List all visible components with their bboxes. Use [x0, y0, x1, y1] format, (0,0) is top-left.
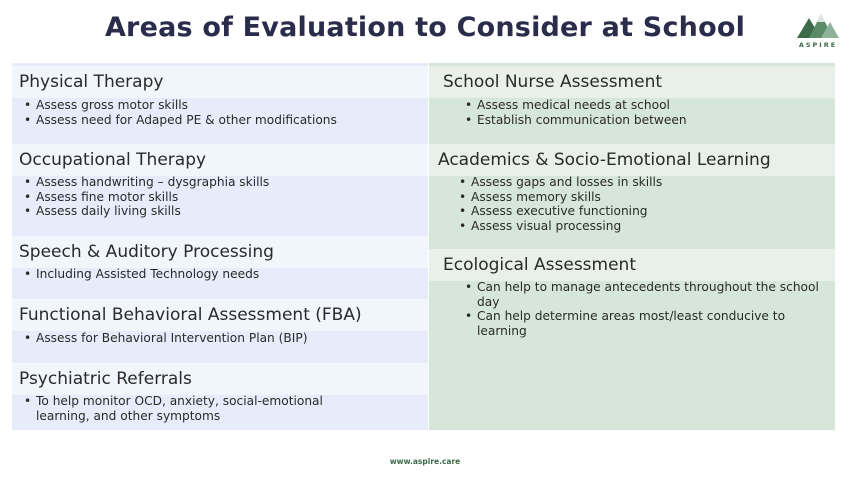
bullet-list [455, 175, 662, 233]
list-item: • Assess daily living skills [20, 204, 269, 219]
section-header-academics-sel [429, 144, 835, 176]
bullet-list [20, 98, 337, 127]
left-panel [12, 63, 428, 430]
section-header-speech-auditory [12, 236, 428, 268]
list-item: • Assess fine motor skills [20, 190, 269, 205]
aspire-logo [795, 10, 841, 50]
section-title: Physical Therapy [19, 72, 164, 92]
list-item: • Assess medical needs at school [461, 98, 687, 113]
section-title: Psychiatric Referrals [19, 369, 192, 389]
list-item: • Can help determine areas most/least conducive to learning [461, 309, 823, 338]
list-item: • Including Assisted Technology needs [20, 267, 259, 282]
list-item: • Assess handwriting – dysgraphia skills [20, 175, 269, 190]
list-item: • Assess need for Adaped PE & other modifications [20, 113, 337, 128]
section-title: Ecological Assessment [443, 255, 636, 275]
list-item: • Assess gross motor skills [20, 98, 337, 113]
list-item: • Assess gaps and losses in skills [455, 175, 662, 190]
list-item: • Establish communication between [461, 113, 687, 128]
footer-url: www.aspire.care [389, 457, 461, 466]
section-title: Academics & Socio-Emotional Learning [438, 150, 771, 170]
section-header-physical-therapy [12, 66, 428, 98]
section-header-psychiatric-referrals [12, 363, 428, 395]
slide-title: Areas of Evaluation to Consider at School [104, 12, 746, 43]
bullet-list [461, 280, 823, 338]
list-item: • Assess memory skills [455, 190, 662, 205]
logo-text: ASPIRE [798, 41, 838, 49]
section-header-school-nurse [429, 66, 835, 98]
right-panel [429, 63, 835, 430]
bullet-list [20, 175, 269, 219]
mountain-logo-icon [795, 10, 841, 40]
section-header-fba [12, 299, 428, 331]
list-item: • Can help to manage antecedents throughout the school day [461, 280, 823, 309]
section-title: Functional Behavioral Assessment (FBA) [19, 305, 362, 325]
bullet-list [20, 267, 259, 282]
section-title: Speech & Auditory Processing [19, 242, 274, 262]
section-title: Occupational Therapy [19, 150, 207, 170]
bullet-list [20, 331, 307, 346]
list-item: • Assess executive functioning [455, 204, 662, 219]
bullet-list [461, 98, 687, 127]
list-item: • Assess for Behavioral Intervention Plan (BIP) [20, 331, 307, 346]
list-item: • To help monitor OCD, anxiety, social-emotional learning, and other symptoms [20, 394, 380, 423]
section-title: School Nurse Assessment [443, 72, 663, 92]
section-header-occupational-therapy [12, 144, 428, 176]
bullet-list [20, 394, 380, 423]
list-item: • Assess visual processing [455, 219, 662, 234]
section-header-ecological [429, 249, 835, 281]
